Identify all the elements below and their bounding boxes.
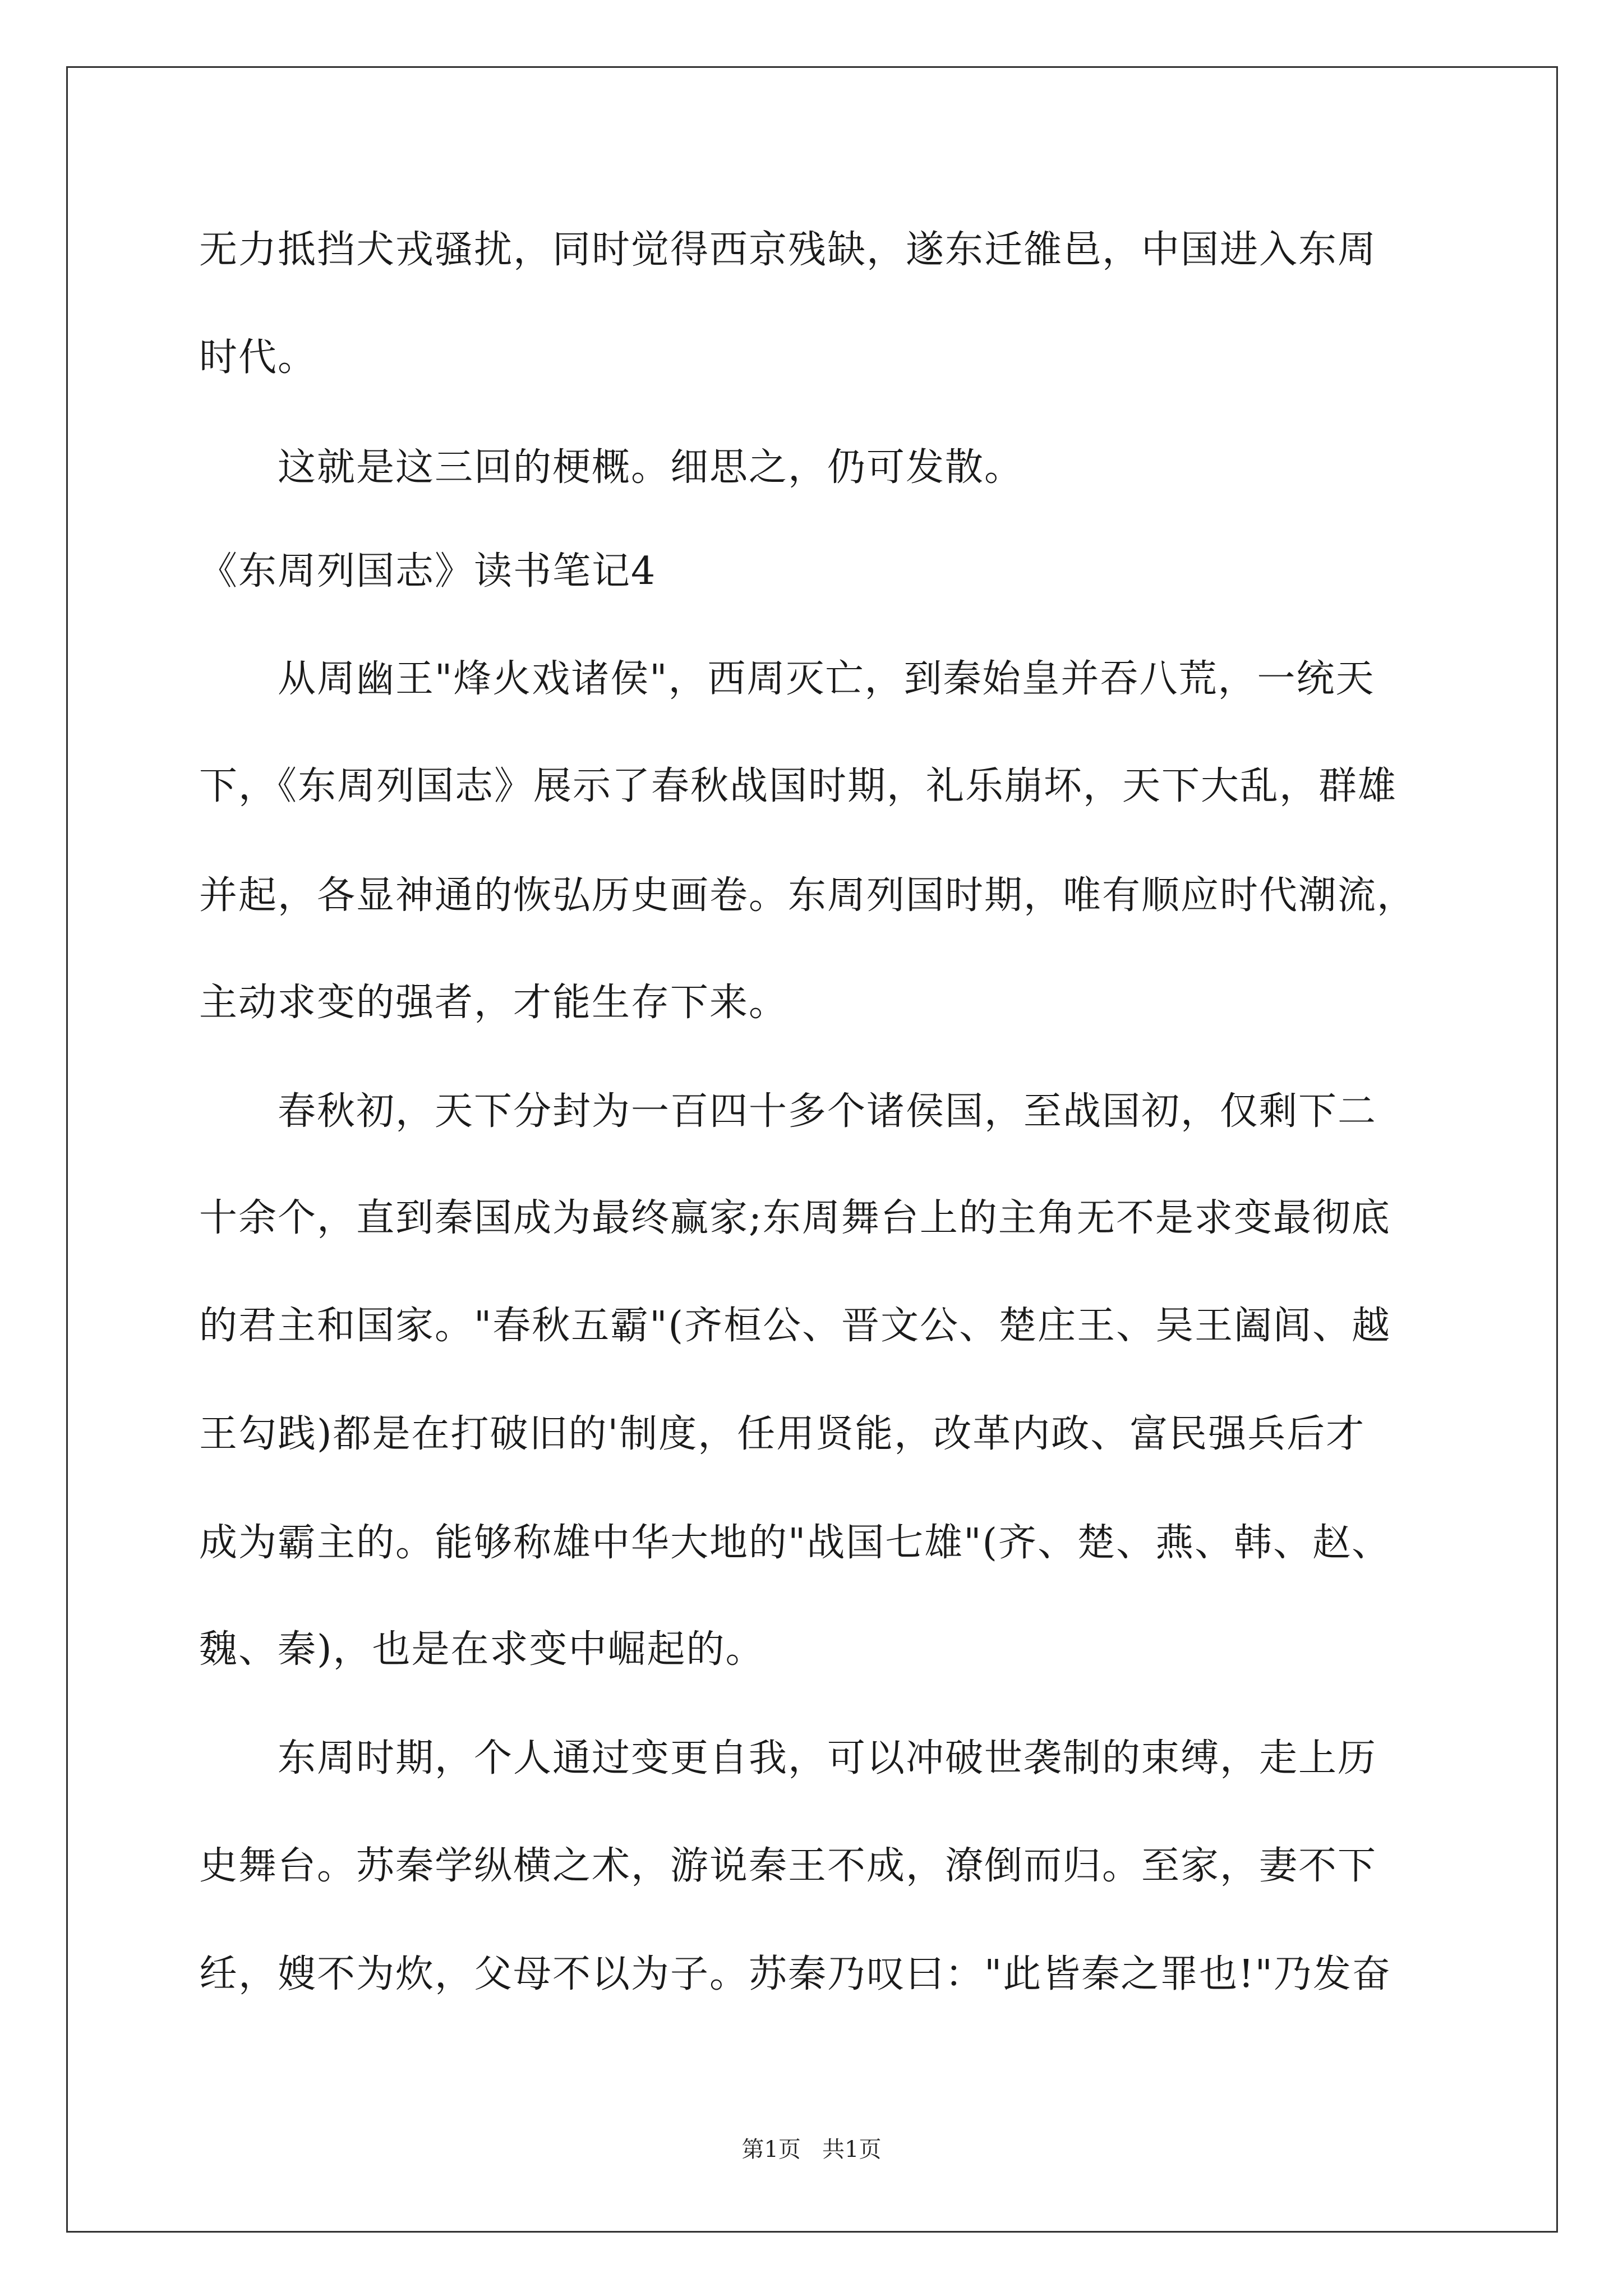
paragraph-text: 从周幽王"烽火戏诸侯"，西周灭亡，到秦始皇并吞八荒，一统天	[278, 657, 1375, 701]
text-line: 无力抵挡犬戎骚扰，同时觉得西京残缺，遂东迁雒邑，中国进入东周	[199, 228, 1377, 272]
section-heading: 《东周列国志》读书笔记4	[199, 549, 657, 593]
text-line: 魏、秦)，也是在求变中崛起的。	[199, 1627, 765, 1672]
text-line: 并起，各显神通的恢弘历史画卷。东周列国时期，唯有顺应时代潮流，	[199, 873, 1417, 918]
text-line: 时代。	[199, 335, 317, 380]
text-line: 纴，嫂不为炊，父母不以为子。苏秦乃叹曰："此皆秦之罪也!"乃发奋	[199, 1952, 1391, 1996]
text-line: 王勾践)都是在打破旧的'制度，任用贤能，改革内政、富民强兵后才	[199, 1412, 1366, 1456]
paragraph-text: 这就是这三回的梗概。细思之，仍可发散。	[278, 445, 1024, 490]
text-line: 下，《东周列国志》展示了春秋战国时期，礼乐崩坏，天下大乱，群雄	[199, 764, 1398, 808]
paragraph-text: 东周时期，个人通过变更自我，可以冲破世袭制的束缚，走上历	[278, 1736, 1377, 1780]
text-line: 的君主和国家。"春秋五霸"(齐桓公、晋文公、楚庄王、吴王阖闾、越	[199, 1304, 1391, 1348]
page-footer: 第1页 共1页	[741, 2137, 882, 2162]
text-line: 主动求变的强者，才能生存下来。	[199, 981, 789, 1025]
page-border	[66, 66, 1558, 2233]
text-line: 成为霸主的。能够称雄中华大地的"战国七雄"(齐、楚、燕、韩、赵、	[199, 1521, 1391, 1565]
text-line: 十余个，直到秦国成为最终赢家;东周舞台上的主角无不是求变最彻底	[199, 1196, 1391, 1240]
paragraph-text: 春秋初，天下分封为一百四十多个诸侯国，至战国初，仅剩下二	[278, 1089, 1377, 1134]
text-line: 史舞台。苏秦学纵横之术，游说秦王不成，潦倒而归。至家，妻不下	[199, 1844, 1377, 1888]
